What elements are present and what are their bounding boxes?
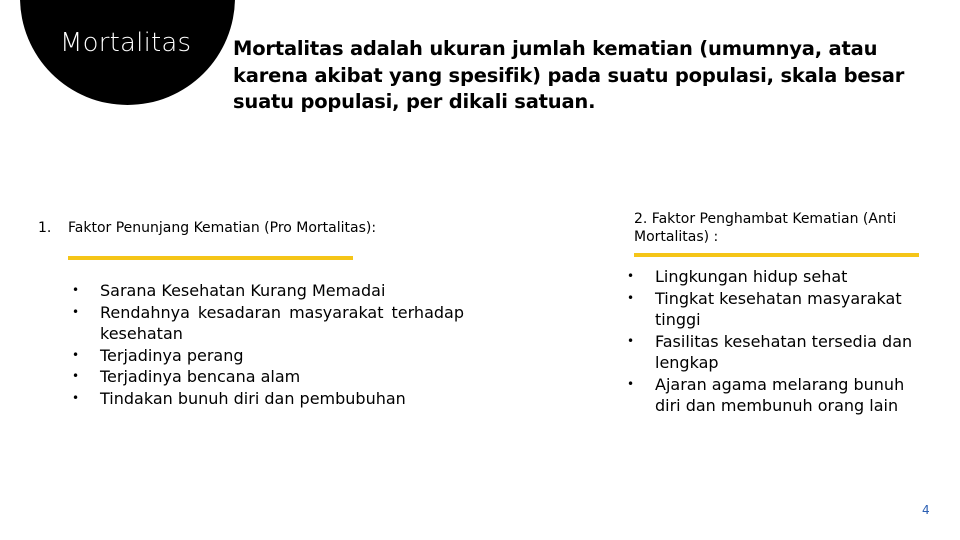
bullet-icon: • [627, 376, 635, 391]
right-column-title: 2. Faktor Penghambat Kematian (Anti Mortalitas) : [634, 211, 897, 245]
bullet-icon: • [627, 333, 635, 348]
bullet-icon: • [627, 290, 635, 305]
left-column-number: 1. [38, 220, 52, 236]
page-number: 4 [922, 503, 930, 517]
bullet-icon: • [72, 304, 80, 319]
anti-mortality-list [627, 266, 917, 417]
left-accent-bar [68, 256, 353, 260]
bullet-icon: • [72, 390, 80, 405]
bullet-icon: • [72, 347, 80, 362]
list-item: • Tindakan bunuh diri dan pembubuhan [72, 388, 406, 408]
bullet-icon: • [72, 283, 80, 297]
list-item: • Ajaran agama melarang bunuh diri dan membunuh orang lain [627, 374, 905, 415]
right-accent-bar [634, 253, 919, 257]
definition-heading: Mortalitas adalah ukuran jumlah kematian (umumnya, atau karena akibat yang spesifik) pada suatu populasi, skala besar suatu populasi, per dikali satuan. [233, 37, 905, 113]
list-item: • Terjadinya perang [72, 345, 244, 365]
list-item: • Lingkungan hidup sehat [627, 267, 848, 286]
pro-mortality-list [72, 280, 472, 409]
bullet-icon: • [72, 369, 80, 383]
left-column-title [38, 220, 376, 236]
left-column-title-text: Faktor Penunjang Kematian (Pro Mortalitas): [68, 220, 377, 236]
list-item: • Rendahnya kesadaran masyarakat terhadap kesehatan [72, 302, 464, 343]
list-item: • Tingkat kesehatan masyarakat tinggi [627, 288, 902, 329]
list-item: • Fasilitas kesehatan tersedia dan lengkap [627, 331, 913, 372]
list-item: • Terjadinya bencana alam [72, 367, 301, 386]
list-item: • Sarana Kesehatan Kurang Memadai [72, 281, 386, 300]
slide-title: Mortalitas [60, 28, 192, 58]
bullet-icon: • [627, 269, 635, 283]
